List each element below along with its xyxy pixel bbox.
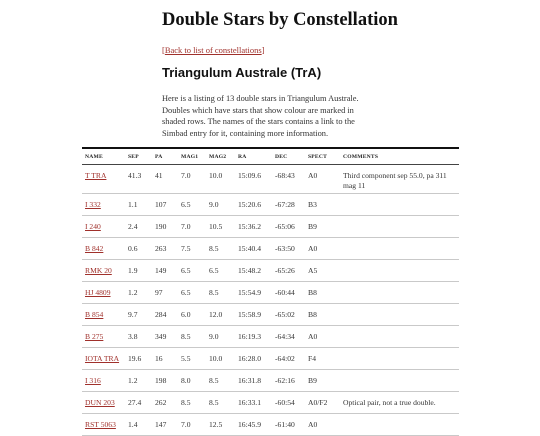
table-row (82, 370, 459, 392)
cell-mag1: 8.5 (178, 392, 206, 414)
cell-comments (340, 348, 459, 370)
cell-sep: 1.1 (125, 194, 152, 216)
header-name: NAME (85, 154, 103, 160)
cell-comments: Optical pair, not a true double. (340, 392, 459, 414)
star-simbad-link[interactable]: I 332 (85, 200, 101, 209)
cell-mag1: 6.5 (178, 260, 206, 282)
cell-dec: -65:26 (272, 260, 305, 282)
cell-mag1: 6.5 (178, 194, 206, 216)
cell-ra: 16:31.8 (235, 370, 272, 392)
cell-comments (340, 414, 459, 436)
table-row (82, 392, 459, 414)
cell-name (82, 238, 125, 260)
cell-dec: -64:34 (272, 326, 305, 348)
cell-spect: B8 (305, 304, 340, 326)
cell-comments (340, 260, 459, 282)
cell-sep: 1.2 (125, 370, 152, 392)
star-simbad-link[interactable]: I 316 (85, 376, 101, 385)
star-simbad-link[interactable]: IOTA TRA (85, 354, 120, 363)
cell-dec: -60:54 (272, 392, 305, 414)
cell-pa: 284 (152, 304, 178, 326)
header-spect: SPECT (308, 154, 328, 160)
table-header-row (82, 148, 459, 165)
cell-ra: 15:48.2 (235, 260, 272, 282)
cell-ra: 15:36.2 (235, 216, 272, 238)
double-stars-table (82, 147, 459, 436)
cell-name (82, 282, 125, 304)
cell-name (82, 194, 125, 216)
header-mag2: MAG2 (209, 154, 227, 160)
cell-sep: 3.8 (125, 326, 152, 348)
table-row (82, 238, 459, 260)
cell-pa: 190 (152, 216, 178, 238)
star-simbad-link[interactable]: RMK 20 (85, 266, 112, 275)
table-row (82, 348, 459, 370)
table-row (82, 326, 459, 348)
cell-mag2: 12.5 (206, 414, 235, 436)
cell-sep: 0.6 (125, 238, 152, 260)
cell-comments (340, 304, 459, 326)
header-mag1: MAG1 (181, 154, 199, 160)
cell-spect: B9 (305, 370, 340, 392)
cell-mag2: 8.5 (206, 238, 235, 260)
page-title: Double Stars by Constellation (162, 10, 398, 30)
cell-pa: 198 (152, 370, 178, 392)
cell-mag2: 8.5 (206, 282, 235, 304)
cell-mag2: 9.0 (206, 194, 235, 216)
cell-name (82, 216, 125, 238)
cell-name (82, 370, 125, 392)
cell-dec: -63:50 (272, 238, 305, 260)
cell-ra: 16:28.0 (235, 348, 272, 370)
cell-comments (340, 370, 459, 392)
cell-mag2: 10.0 (206, 348, 235, 370)
cell-comments (340, 282, 459, 304)
star-simbad-link[interactable]: B 275 (85, 332, 104, 341)
cell-mag2: 10.0 (206, 165, 235, 194)
table-row (82, 194, 459, 216)
cell-ra: 15:40.4 (235, 238, 272, 260)
cell-dec: -68:43 (272, 165, 305, 194)
cell-ra: 16:33.1 (235, 392, 272, 414)
cell-dec: -61:40 (272, 414, 305, 436)
cell-pa: 149 (152, 260, 178, 282)
star-simbad-link[interactable]: DUN 203 (85, 398, 115, 407)
back-to-constellations-link[interactable]: Back to list of constellations (164, 45, 262, 55)
constellation-heading: Triangulum Australe (TrA) (162, 65, 322, 80)
cell-mag1: 7.5 (178, 238, 206, 260)
cell-dec: -60:44 (272, 282, 305, 304)
cell-sep: 1.4 (125, 414, 152, 436)
cell-pa: 349 (152, 326, 178, 348)
table-row (82, 260, 459, 282)
cell-mag2: 8.5 (206, 370, 235, 392)
cell-dec: -65:02 (272, 304, 305, 326)
star-simbad-link[interactable]: I 240 (85, 222, 101, 231)
cell-spect: B8 (305, 282, 340, 304)
cell-mag1: 7.0 (178, 165, 206, 194)
cell-name (82, 348, 125, 370)
table-row (82, 304, 459, 326)
cell-name (82, 414, 125, 436)
cell-spect: B3 (305, 194, 340, 216)
cell-ra: 16:45.9 (235, 414, 272, 436)
cell-mag1: 6.0 (178, 304, 206, 326)
star-simbad-link[interactable]: HJ 4809 (85, 288, 111, 297)
table-row (82, 282, 459, 304)
cell-name (82, 326, 125, 348)
cell-dec: -65:06 (272, 216, 305, 238)
cell-ra: 15:54.9 (235, 282, 272, 304)
cell-pa: 97 (152, 282, 178, 304)
cell-spect: A0 (305, 238, 340, 260)
cell-mag1: 5.5 (178, 348, 206, 370)
back-link-wrapper: [Back to list of constellations] (162, 45, 265, 55)
cell-pa: 41 (152, 165, 178, 194)
table-body (82, 165, 459, 436)
cell-comments (340, 326, 459, 348)
cell-dec: -67:28 (272, 194, 305, 216)
cell-mag1: 7.0 (178, 414, 206, 436)
header-dec: DEC (275, 154, 288, 160)
table-row (82, 165, 459, 194)
cell-sep: 1.9 (125, 260, 152, 282)
cell-comments (340, 216, 459, 238)
cell-mag1: 6.5 (178, 282, 206, 304)
cell-comments (340, 194, 459, 216)
cell-spect: A5 (305, 260, 340, 282)
cell-mag1: 8.5 (178, 326, 206, 348)
cell-spect: A0 (305, 326, 340, 348)
cell-comments: Third component sep 55.0, pa 311 mag 11 (340, 165, 459, 194)
intro-paragraph: Here is a listing of 13 double stars in Triangulum Australe. Doubles which have stars that show colour are marked in shaded rows. The names of the stars contains a link to the Simbad entry for it, containing more information. (162, 94, 359, 138)
header-pa: PA (155, 154, 163, 160)
cell-mag2: 6.5 (206, 260, 235, 282)
cell-spect: B9 (305, 216, 340, 238)
cell-mag2: 10.5 (206, 216, 235, 238)
cell-pa: 262 (152, 392, 178, 414)
cell-name (82, 260, 125, 282)
cell-sep: 41.3 (125, 165, 152, 194)
star-simbad-link[interactable]: B 854 (85, 310, 104, 319)
cell-mag2: 8.5 (206, 392, 235, 414)
header-sep: SEP (128, 154, 139, 160)
cell-ra: 15:20.6 (235, 194, 272, 216)
cell-name (82, 304, 125, 326)
header-ra: RA (238, 154, 247, 160)
cell-spect: F4 (305, 348, 340, 370)
star-simbad-link[interactable]: T TRA (85, 171, 107, 180)
cell-sep: 2.4 (125, 216, 152, 238)
cell-comments (340, 238, 459, 260)
cell-ra: 15:09.6 (235, 165, 272, 194)
cell-pa: 263 (152, 238, 178, 260)
cell-pa: 107 (152, 194, 178, 216)
cell-sep: 1.2 (125, 282, 152, 304)
table-row (82, 414, 459, 436)
star-simbad-link[interactable]: RST 5063 (85, 420, 116, 429)
cell-spect: A0 (305, 414, 340, 436)
cell-mag1: 8.0 (178, 370, 206, 392)
cell-name (82, 165, 125, 194)
cell-name (82, 392, 125, 414)
cell-spect: A0/F2 (305, 392, 340, 414)
header-comments: COMMENTS (343, 154, 379, 160)
cell-sep: 27.4 (125, 392, 152, 414)
cell-sep: 19.6 (125, 348, 152, 370)
cell-spect: A0 (305, 165, 340, 194)
cell-pa: 16 (152, 348, 178, 370)
star-simbad-link[interactable]: B 842 (85, 244, 104, 253)
cell-sep: 9.7 (125, 304, 152, 326)
cell-mag1: 7.0 (178, 216, 206, 238)
cell-ra: 15:58.9 (235, 304, 272, 326)
cell-ra: 16:19.3 (235, 326, 272, 348)
cell-mag2: 9.0 (206, 326, 235, 348)
cell-mag2: 12.0 (206, 304, 235, 326)
table-row (82, 216, 459, 238)
cell-dec: -62:16 (272, 370, 305, 392)
cell-pa: 147 (152, 414, 178, 436)
cell-dec: -64:02 (272, 348, 305, 370)
